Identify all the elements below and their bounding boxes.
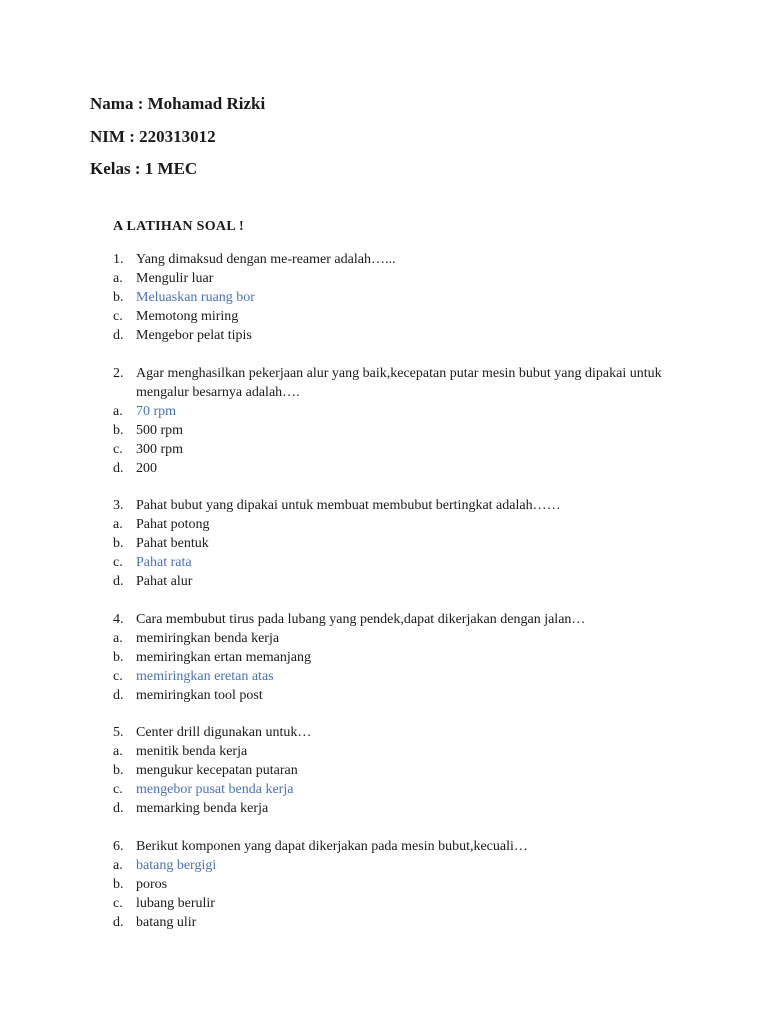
question-number: 6. bbox=[113, 838, 124, 854]
option-c bbox=[113, 894, 673, 913]
option-letter: a. bbox=[113, 857, 123, 873]
option-text: Pahat bentuk bbox=[136, 536, 209, 551]
option-letter: c. bbox=[113, 782, 123, 797]
option-letter: c. bbox=[113, 555, 123, 570]
option-letter: b. bbox=[113, 290, 124, 305]
option-c bbox=[113, 440, 673, 459]
option-text-answer: 70 rpm bbox=[136, 403, 177, 419]
question-number: 3. bbox=[113, 498, 124, 513]
option-text: memiringkan ertan memanjang bbox=[136, 649, 311, 665]
student-info bbox=[90, 92, 265, 190]
question-list bbox=[113, 250, 673, 950]
option-letter: c. bbox=[113, 309, 123, 324]
option-letter: d. bbox=[113, 914, 124, 930]
option-c bbox=[113, 553, 673, 572]
option-letter: b. bbox=[113, 536, 124, 551]
question-text: Center drill digunakan untuk… bbox=[136, 725, 312, 740]
question-stem bbox=[113, 837, 673, 856]
student-class: Kelas : 1 MEC bbox=[90, 159, 198, 178]
question-text: Cara membubut tirus pada lubang yang pendek,dapat dikerjakan dengan jalan… bbox=[136, 611, 586, 627]
section-title: A LATIHAN SOAL ! bbox=[113, 219, 244, 234]
option-text-answer: memiringkan eretan atas bbox=[136, 668, 274, 684]
option-letter: d. bbox=[113, 460, 124, 476]
question-number: 2. bbox=[113, 365, 124, 381]
option-c bbox=[113, 780, 673, 799]
question-number: 4. bbox=[113, 611, 124, 627]
option-text: lubang berulir bbox=[136, 895, 215, 911]
option-text: Mengulir luar bbox=[136, 271, 214, 286]
student-name: Nama : Mohamad Rizki bbox=[90, 94, 266, 113]
option-letter: b. bbox=[113, 649, 124, 665]
option-text: Pahat alur bbox=[136, 574, 193, 589]
option-letter: a. bbox=[113, 403, 123, 419]
option-letter: c. bbox=[113, 441, 123, 457]
option-text: menitik benda kerja bbox=[136, 744, 248, 759]
option-text: Mengebor pelat tipis bbox=[136, 328, 252, 343]
option-a bbox=[113, 629, 673, 648]
question-1 bbox=[113, 250, 673, 345]
option-letter: c. bbox=[113, 668, 123, 684]
option-b bbox=[113, 761, 673, 780]
question-text: Agar menghasilkan pekerjaan alur yang baik,kecepatan putar mesin bubut yang dipakai untuk mengalur besarnya adalah…. bbox=[136, 365, 662, 400]
option-letter: d. bbox=[113, 328, 124, 343]
option-letter: d. bbox=[113, 687, 124, 703]
option-c bbox=[113, 307, 673, 326]
option-d bbox=[113, 326, 673, 345]
option-letter: d. bbox=[113, 574, 124, 589]
option-text: 500 rpm bbox=[136, 422, 184, 438]
option-text: memiringkan tool post bbox=[136, 687, 263, 703]
option-d bbox=[113, 572, 673, 591]
question-stem bbox=[113, 250, 673, 269]
option-d bbox=[113, 799, 673, 818]
question-stem bbox=[113, 723, 673, 742]
option-letter: a. bbox=[113, 517, 123, 532]
option-b bbox=[113, 288, 673, 307]
option-text: memarking benda kerja bbox=[136, 801, 269, 816]
option-a bbox=[113, 269, 673, 288]
question-3 bbox=[113, 496, 673, 591]
question-4 bbox=[113, 610, 673, 705]
option-text-answer: Meluaskan ruang bor bbox=[136, 290, 255, 305]
option-text: 300 rpm bbox=[136, 441, 184, 457]
question-stem bbox=[113, 496, 673, 515]
option-letter: a. bbox=[113, 271, 123, 286]
question-text: Yang dimaksud dengan me-reamer adalah…... bbox=[136, 252, 396, 267]
option-letter: a. bbox=[113, 744, 123, 759]
option-a bbox=[113, 856, 673, 875]
option-text: memiringkan benda kerja bbox=[136, 630, 280, 646]
student-nim: NIM : 220313012 bbox=[90, 126, 216, 146]
option-c bbox=[113, 667, 673, 686]
option-text-answer: batang bergigi bbox=[136, 857, 217, 873]
option-text: 200 bbox=[136, 460, 157, 476]
question-2 bbox=[113, 364, 673, 478]
option-a bbox=[113, 742, 673, 761]
option-text: Pahat potong bbox=[136, 517, 210, 532]
question-stem bbox=[113, 610, 673, 629]
question-text: Berikut komponen yang dapat dikerjakan pada mesin bubut,kecuali… bbox=[136, 838, 528, 854]
option-letter: d. bbox=[113, 801, 124, 816]
option-text: batang ulir bbox=[136, 914, 197, 930]
option-letter: b. bbox=[113, 422, 124, 438]
option-d bbox=[113, 686, 673, 705]
question-5 bbox=[113, 723, 673, 818]
option-text: Memotong miring bbox=[136, 309, 239, 324]
option-d bbox=[113, 459, 673, 478]
question-number: 1. bbox=[113, 252, 124, 267]
option-d bbox=[113, 913, 673, 932]
option-b bbox=[113, 875, 673, 894]
option-letter: b. bbox=[113, 763, 124, 778]
option-b bbox=[113, 534, 673, 553]
option-text-answer: Pahat rata bbox=[136, 555, 192, 570]
question-stem bbox=[113, 364, 673, 402]
option-letter: a. bbox=[113, 630, 123, 646]
option-a bbox=[113, 515, 673, 534]
option-a bbox=[113, 402, 673, 421]
option-text: poros bbox=[136, 876, 168, 892]
option-letter: c. bbox=[113, 895, 123, 911]
option-b bbox=[113, 421, 673, 440]
question-text: Pahat bubut yang dipakai untuk membuat membubut bertingkat adalah…… bbox=[136, 498, 561, 513]
option-b bbox=[113, 648, 673, 667]
question-number: 5. bbox=[113, 725, 124, 740]
question-6 bbox=[113, 837, 673, 932]
option-text-answer: mengebor pusat benda kerja bbox=[136, 782, 294, 797]
option-text: mengukur kecepatan putaran bbox=[136, 763, 298, 778]
option-letter: b. bbox=[113, 876, 124, 892]
